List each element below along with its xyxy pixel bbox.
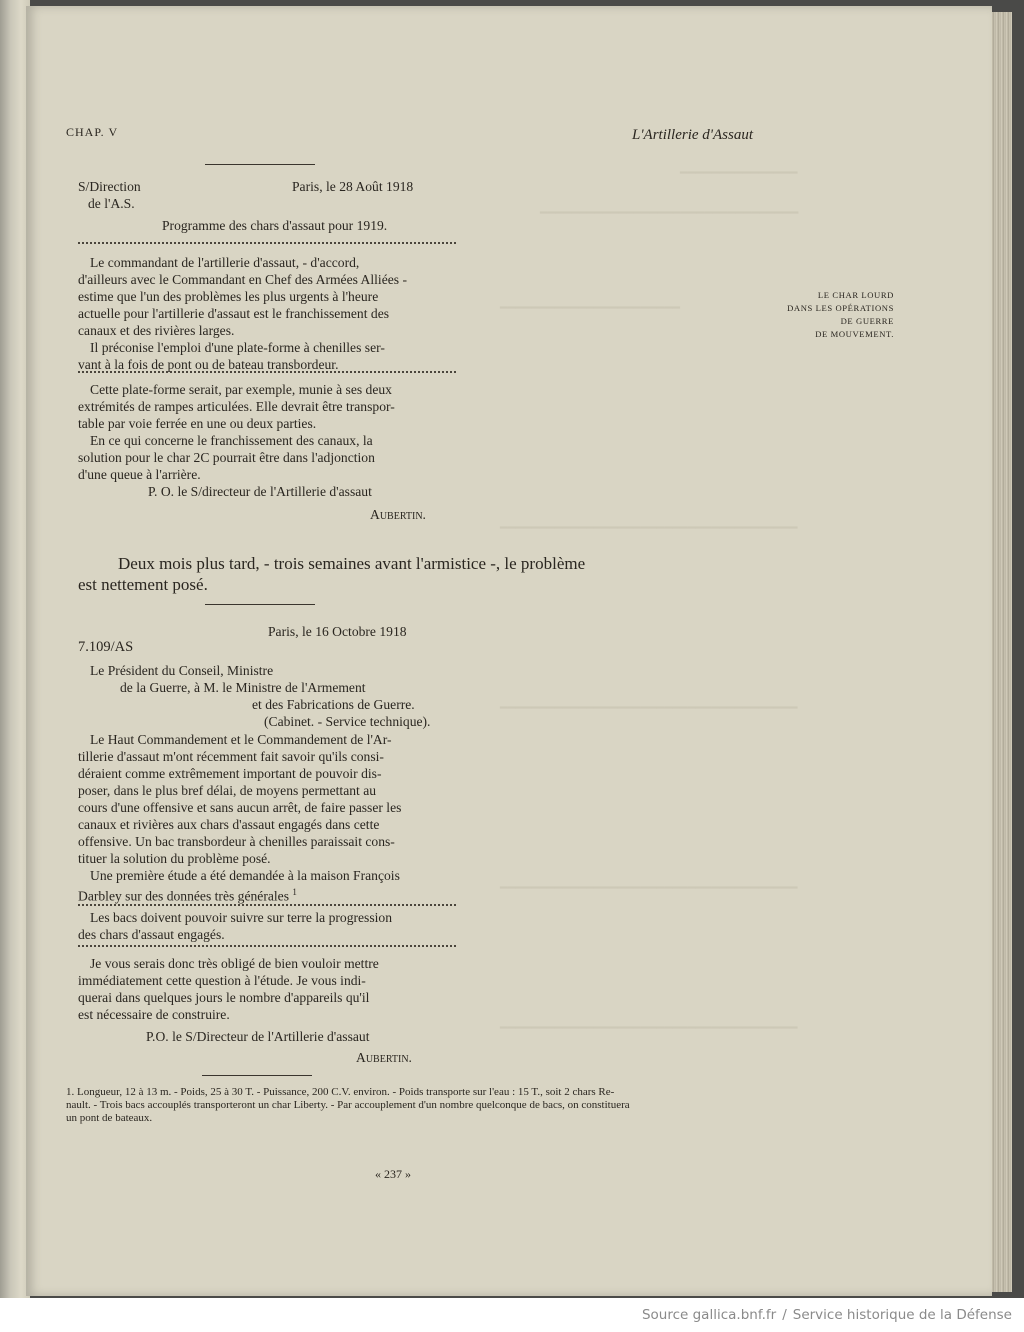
text-line: Je vous serais donc très obligé de bien vouloir mettre — [90, 956, 379, 971]
bleed-through: ━━━━━━━━━━━━━━━━━━━━━━━ — [500, 300, 681, 315]
margin-note-line: LE CHAR LOURD — [817, 290, 894, 300]
separator-rule — [202, 1075, 312, 1076]
ellipsis-dots — [78, 242, 456, 244]
letter2-address — [78, 662, 430, 730]
text-line: estime que l'un des problèmes les plus urgents à l'heure — [78, 289, 379, 304]
bleed-through: ━━━━━━━━━━━━━━━━━━━━━━━━━━━━━━━━━━━━━━ — [500, 700, 798, 715]
letter1-signatory: Aubertin. — [370, 507, 426, 522]
chapter-header: CHAP. V — [66, 125, 119, 139]
letter2-signature: P.O. le S/Directeur de l'Artillerie d'assaut — [146, 1029, 370, 1044]
letter2-signatory: Aubertin. — [356, 1050, 412, 1065]
footnote-line: un pont de bateaux. — [66, 1112, 153, 1124]
footnote-reference: 1 — [292, 887, 297, 897]
letter1-paragraph — [78, 381, 395, 483]
text-line: cours d'une offensive et sans aucun arrêt, de faire passer les — [78, 800, 402, 815]
text-line: Une première étude a été demandée à la maison François — [90, 868, 400, 883]
text-line: (Cabinet. - Service technique). — [264, 714, 431, 729]
bleed-through: ━━━━━━━━━━━━━━━━━━━━━━━━━━━━━━━━━━━━━━ — [500, 520, 798, 535]
text-line: En ce qui concerne le franchissement des canaux, la — [90, 433, 373, 448]
text-line: Cette plate-forme serait, par exemple, munie à ses deux — [90, 382, 392, 397]
letter2-paragraph — [78, 909, 392, 943]
text-line: immédiatement cette question à l'étude. Je vous indi- — [78, 973, 366, 988]
running-title: L'Artillerie d'Assaut — [631, 127, 753, 143]
text-line: offensive. Un bac transbordeur à chenilles paraissait cons- — [78, 834, 395, 849]
text-line: de la Guerre, à M. le Ministre de l'Armement — [120, 680, 366, 695]
ellipsis-dots — [78, 904, 456, 906]
text-line: Le Haut Commandement et le Commandement de l'Ar- — [90, 732, 392, 747]
text-line: solution pour le char 2C pourrait être dans l'adjonction — [78, 450, 375, 465]
text-line: déraient comme extrêmement important de pouvoir dis- — [78, 766, 382, 781]
letter1-date: Paris, le 28 Août 1918 — [292, 179, 414, 194]
ellipsis-dots — [78, 371, 456, 373]
text-line: est nettement posé. — [78, 575, 208, 594]
text-line: d'ailleurs avec le Commandant en Chef des Armées Alliées - — [78, 272, 407, 287]
text-line: Le Président du Conseil, Ministre — [90, 663, 274, 678]
text-line: poser, dans le plus bref délai, de moyens permettant au — [78, 783, 377, 798]
text-line: et des Fabrications de Guerre. — [252, 697, 415, 712]
letter2-reference: 7.109/AS — [78, 639, 134, 655]
text-line: des chars d'assaut engagés. — [78, 927, 225, 942]
source-attribution — [642, 1307, 1012, 1323]
footnote-line: nault. - Trois bacs accouplés transporteront un char Liberty. - Par accouplement d'un nombre quelconque de bacs, on constituera — [66, 1099, 630, 1111]
text-span: Darbley sur des données très générales — [78, 888, 290, 904]
letter1-paragraph — [78, 254, 407, 373]
text-line — [78, 884, 401, 905]
text-line: table par voie ferrée en une ou deux parties. — [78, 416, 317, 431]
text-line: Le commandant de l'artillerie d'assaut, - d'accord, — [90, 255, 360, 270]
letter1-sender — [78, 178, 141, 212]
source-link[interactable]: Source gallica.bnf.fr — [641, 1307, 777, 1323]
text-line: canaux et des rivières larges. — [78, 323, 235, 338]
letter2-paragraph — [78, 731, 401, 905]
sender-line: S/Direction — [78, 179, 141, 194]
sender-line: de l'A.S. — [88, 196, 135, 211]
letter1-subject: Programme des chars d'assaut pour 1919. — [162, 218, 388, 233]
margin-note-line: DE GUERRE — [840, 316, 894, 326]
text-line: canaux et rivières aux chars d'assaut engagés dans cette — [78, 817, 380, 832]
text-line: tituer la solution du problème posé. — [78, 851, 271, 866]
bleed-through: ━━━━━━━━━━━━━━━━━━━━━━━━━━━━━━━━━ — [540, 205, 799, 220]
text-line: vant à la fois de pont ou de bateau transbordeur. — [78, 357, 339, 372]
ellipsis-dots — [78, 945, 456, 947]
letter1-signature: P. O. le S/directeur de l'Artillerie d'assaut — [148, 484, 372, 499]
text-line: Deux mois plus tard, - trois semaines avant l'armistice -, le problème — [118, 554, 586, 573]
institution-link[interactable]: Service historique de la Défense — [792, 1307, 1012, 1323]
text-line: tillerie d'assaut m'ont récemment fait savoir qu'ils consi- — [78, 749, 384, 764]
text-line: extrémités de rampes articulées. Elle devrait être transpor- — [78, 399, 395, 414]
source-separator: / — [782, 1307, 787, 1323]
transition-paragraph — [78, 553, 768, 595]
margin-note-line: DE MOUVEMENT. — [815, 329, 894, 339]
margin-note — [770, 289, 894, 341]
separator-rule — [205, 604, 315, 605]
bleed-through: ━━━━━━━━━━━━━━━━━━━━━━━━━━━━━━━━━━━━━━ — [500, 1020, 798, 1035]
separator-rule — [205, 164, 315, 165]
page-edges — [990, 12, 1012, 1292]
letter2-paragraph — [78, 955, 379, 1023]
footnote-line: 1. Longueur, 12 à 13 m. - Poids, 25 à 30 T. - Puissance, 200 C.V. environ. - Poids transporte sur l'eau : 15 T., soit 2 chars Re- — [66, 1086, 615, 1098]
text-line: actuelle pour l'artillerie d'assaut est le franchissement des — [78, 306, 390, 321]
margin-note-line: DANS LES OPÉRATIONS — [787, 303, 894, 313]
bleed-through: ━━━━━━━━━━━━━━━ — [680, 165, 798, 180]
text-line: Il préconise l'emploi d'une plate-forme à chenilles ser- — [90, 340, 385, 355]
text-line: querai dans quelques jours le nombre d'appareils qu'il — [78, 990, 370, 1005]
text-line: Les bacs doivent pouvoir suivre sur terre la progression — [90, 910, 393, 925]
text-line: est nécessaire de construire. — [78, 1007, 230, 1022]
page-number: « 237 » — [375, 1167, 411, 1181]
bleed-through: ━━━━━━━━━━━━━━━━━━━━━━━━━━━━━━━━━━━━━━ — [500, 880, 798, 895]
letter2-date: Paris, le 16 Octobre 1918 — [268, 624, 407, 639]
text-line: d'une queue à l'arrière. — [78, 467, 201, 482]
footnote — [66, 1086, 756, 1125]
